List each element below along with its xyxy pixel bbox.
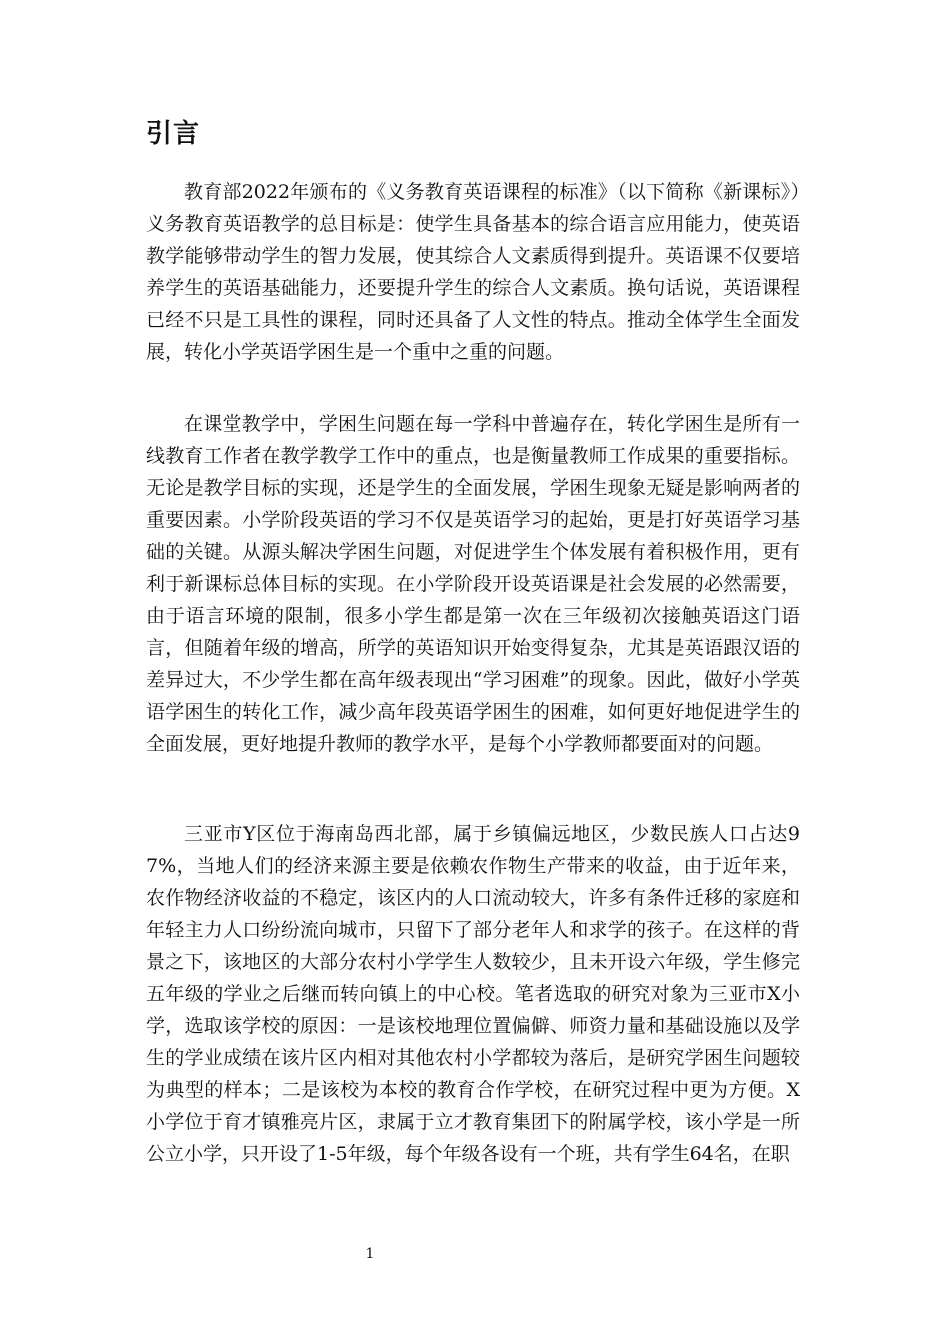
page-number: 1 <box>365 1246 375 1262</box>
paragraph-2: 在课堂教学中，学困生问题在每一学科中普遍存在，转化学困生是所有一线教育工作者在教学教学工作中的重点，也是衡量教师工作成果的重要指标。无论是教学目标的实现，还是学生的全面发展，学困生现象无疑是影响两者的重要因素。小学阶段英语的学习不仅是英语学习的起始，更是打好英语学习基础的关键。从源头解决学困生问题，对促进学生个体发展有着积极作用，更有利于新课标总体目标的实现。在小学阶段开设英语课是社会发展的必然需要，由于语言环境的限制，很多小学生都是第一次在三年级初次接触英语这门语言，但随着年级的增高，所学的英语知识开始变得复杂，尤其是英语跟汉语的差异过大，不少学生都在高年级表现出“学习困难”的现象。因此，做好小学英语学困生的转化工作，减少高年段英语学困生的困难，如何更好地促进学生的全面发展，更好地提升教师的教学水平，是每个小学教师都要面对的问题。 <box>146 413 800 755</box>
section-heading: 引言 <box>146 119 201 149</box>
paragraph-3: 三亚市Y区位于海南岛西北部，属于乡镇偏远地区，少数民族人口占达97%，当地人们的经济来源主要是依赖农作物生产带来的收益，由于近年来，农作物经济收益的不稳定，该区内的人口流动较大，许多有条件迁移的家庭和年轻主力人口纷纷流向城市，只留下了部分老年人和求学的孩子。在这样的背景之下，该地区的大部分农村小学学生人数较少，且未开设六年级，学生修完五年级的学业之后继而转向镇上的中心校。笔者选取的研究对象为三亚市X小学，选取该学校的原因：一是该校地理位置偏僻、师资力量和基础设施以及学生的学业成绩在该片区内相对其他农村小学都较为落后，是研究学困生问题较为典型的样本；二是该校为本校的教育合作学校，在研究过程中更为方便。X小学位于育才镇雅亮片区，隶属于立才教育集团下的附属学校，该小学是一所公立小学，只开设了1-5年级，每个年级各设有一个班，共有学生64名，在职 <box>146 823 800 1165</box>
paragraph-1: 教育部2022年颁布的《义务教育英语课程的标准》（以下简称《新课标》）义务教育英语教学的总目标是：使学生具备基本的综合语言应用能力，使英语教学能够带动学生的智力发展，使其综合人文素质得到提升。英语课不仅要培养学生的英语基础能力，还要提升学生的综合人文素质。换句话说，英语课程已经不只是工具性的课程，同时还具备了人文性的特点。推动全体学生全面发展，转化小学英语学困生是一个重中之重的问题。 <box>146 181 800 363</box>
